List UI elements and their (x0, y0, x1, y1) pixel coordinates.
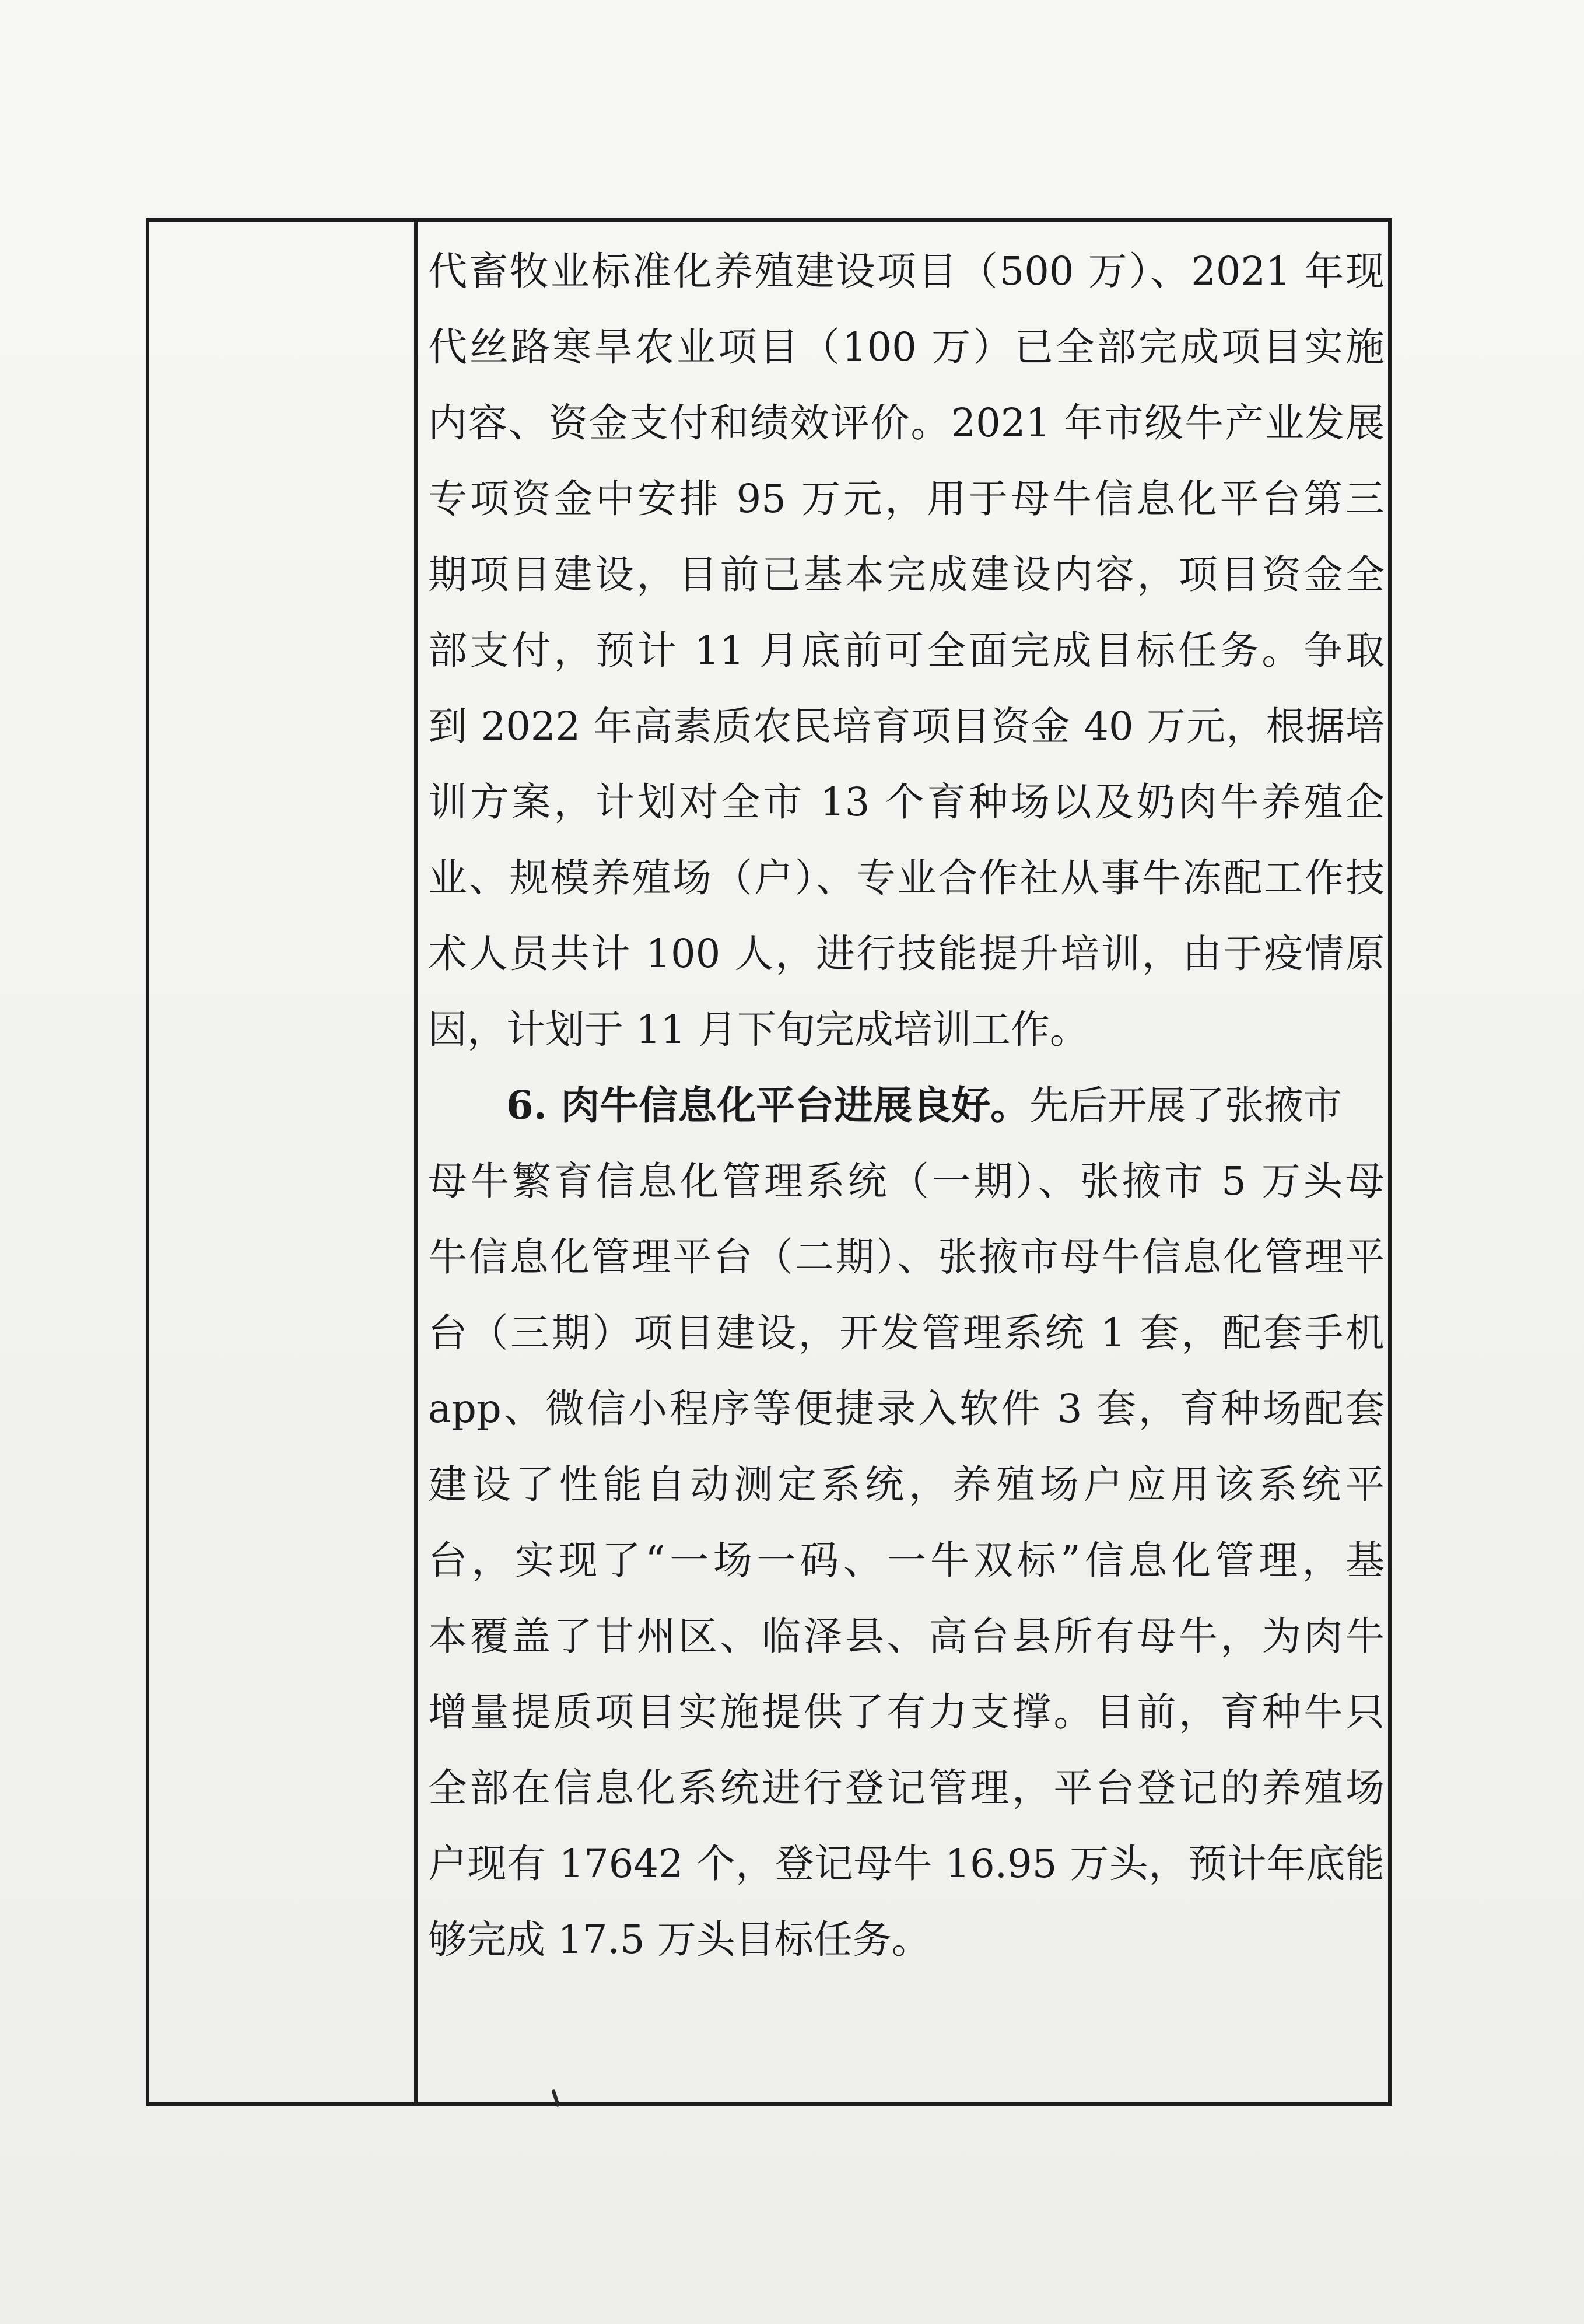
text-line: 到 2022 年高素质农民培育项目资金 40 万元，根据培 (428, 704, 1385, 749)
text-line: 部支付，预计 11 月底前可全面完成目标任务。争取 (428, 628, 1385, 673)
text-line: 够完成 17.5 万头目标任务。 (428, 1917, 931, 1962)
text-line: app、微信小程序等便捷录入软件 3 套，育种场配套 (428, 1386, 1385, 1432)
content-cell (428, 233, 1385, 1978)
text-line: 全部在信息化系统进行登记管理，平台登记的养殖场 (428, 1765, 1385, 1811)
table-column-divider (414, 218, 418, 2106)
text-line: 专项资金中安排 95 万元，用于母牛信息化平台第三 (428, 476, 1385, 522)
text-line: 代畜牧业标准化养殖建设项目（500 万）、2021 年现 (428, 249, 1385, 294)
left-label-cell (149, 222, 414, 2102)
section-6-first-line (428, 1068, 1385, 1143)
text-line: 因，计划于 11 月下旬完成培训工作。 (428, 1007, 1089, 1052)
text-line: 台，实现了“一场一码、一牛双标”信息化管理，基 (428, 1538, 1385, 1583)
text-line: 母牛繁育信息化管理系统（一期）、张掖市 5 万头母 (428, 1158, 1385, 1204)
text-line: 牛信息化管理平台（二期）、张掖市母牛信息化管理平 (428, 1234, 1385, 1280)
text-line: 术人员共计 100 人，进行技能提升培训，由于疫情原 (428, 931, 1385, 977)
text-line: 建设了性能自动测定系统，养殖场户应用该系统平 (428, 1462, 1385, 1507)
text-line: 业、规模养殖场（户）、专业合作社从事牛冻配工作技 (428, 855, 1385, 901)
text-line: 本覆盖了甘州区、临泽县、高台县所有母牛，为肉牛 (428, 1614, 1385, 1659)
text-line: 增量提质项目实施提供了有力支撑。目前，育种牛只 (428, 1689, 1385, 1735)
text-line: 代丝路寒旱农业项目（100 万）已全部完成项目实施 (428, 324, 1385, 370)
section-6-first-line-text: 先后开展了张掖市 (1029, 1083, 1343, 1128)
text-line: 台（三期）项目建设，开发管理系统 1 套，配套手机 (428, 1310, 1385, 1356)
text-line: 内容、资金支付和绩效评价。2021 年市级牛产业发展 (428, 400, 1385, 446)
text-line: 期项目建设，目前已基本完成建设内容，项目资金全 (428, 552, 1385, 597)
text-line: 训方案，计划对全市 13 个育种场以及奶肉牛养殖企 (428, 779, 1385, 825)
text-line: 户现有 17642 个，登记母牛 16.95 万头，预计年底能 (428, 1841, 1385, 1887)
section-6-heading: 6. 肉牛信息化平台进展良好。 (506, 1082, 1030, 1128)
